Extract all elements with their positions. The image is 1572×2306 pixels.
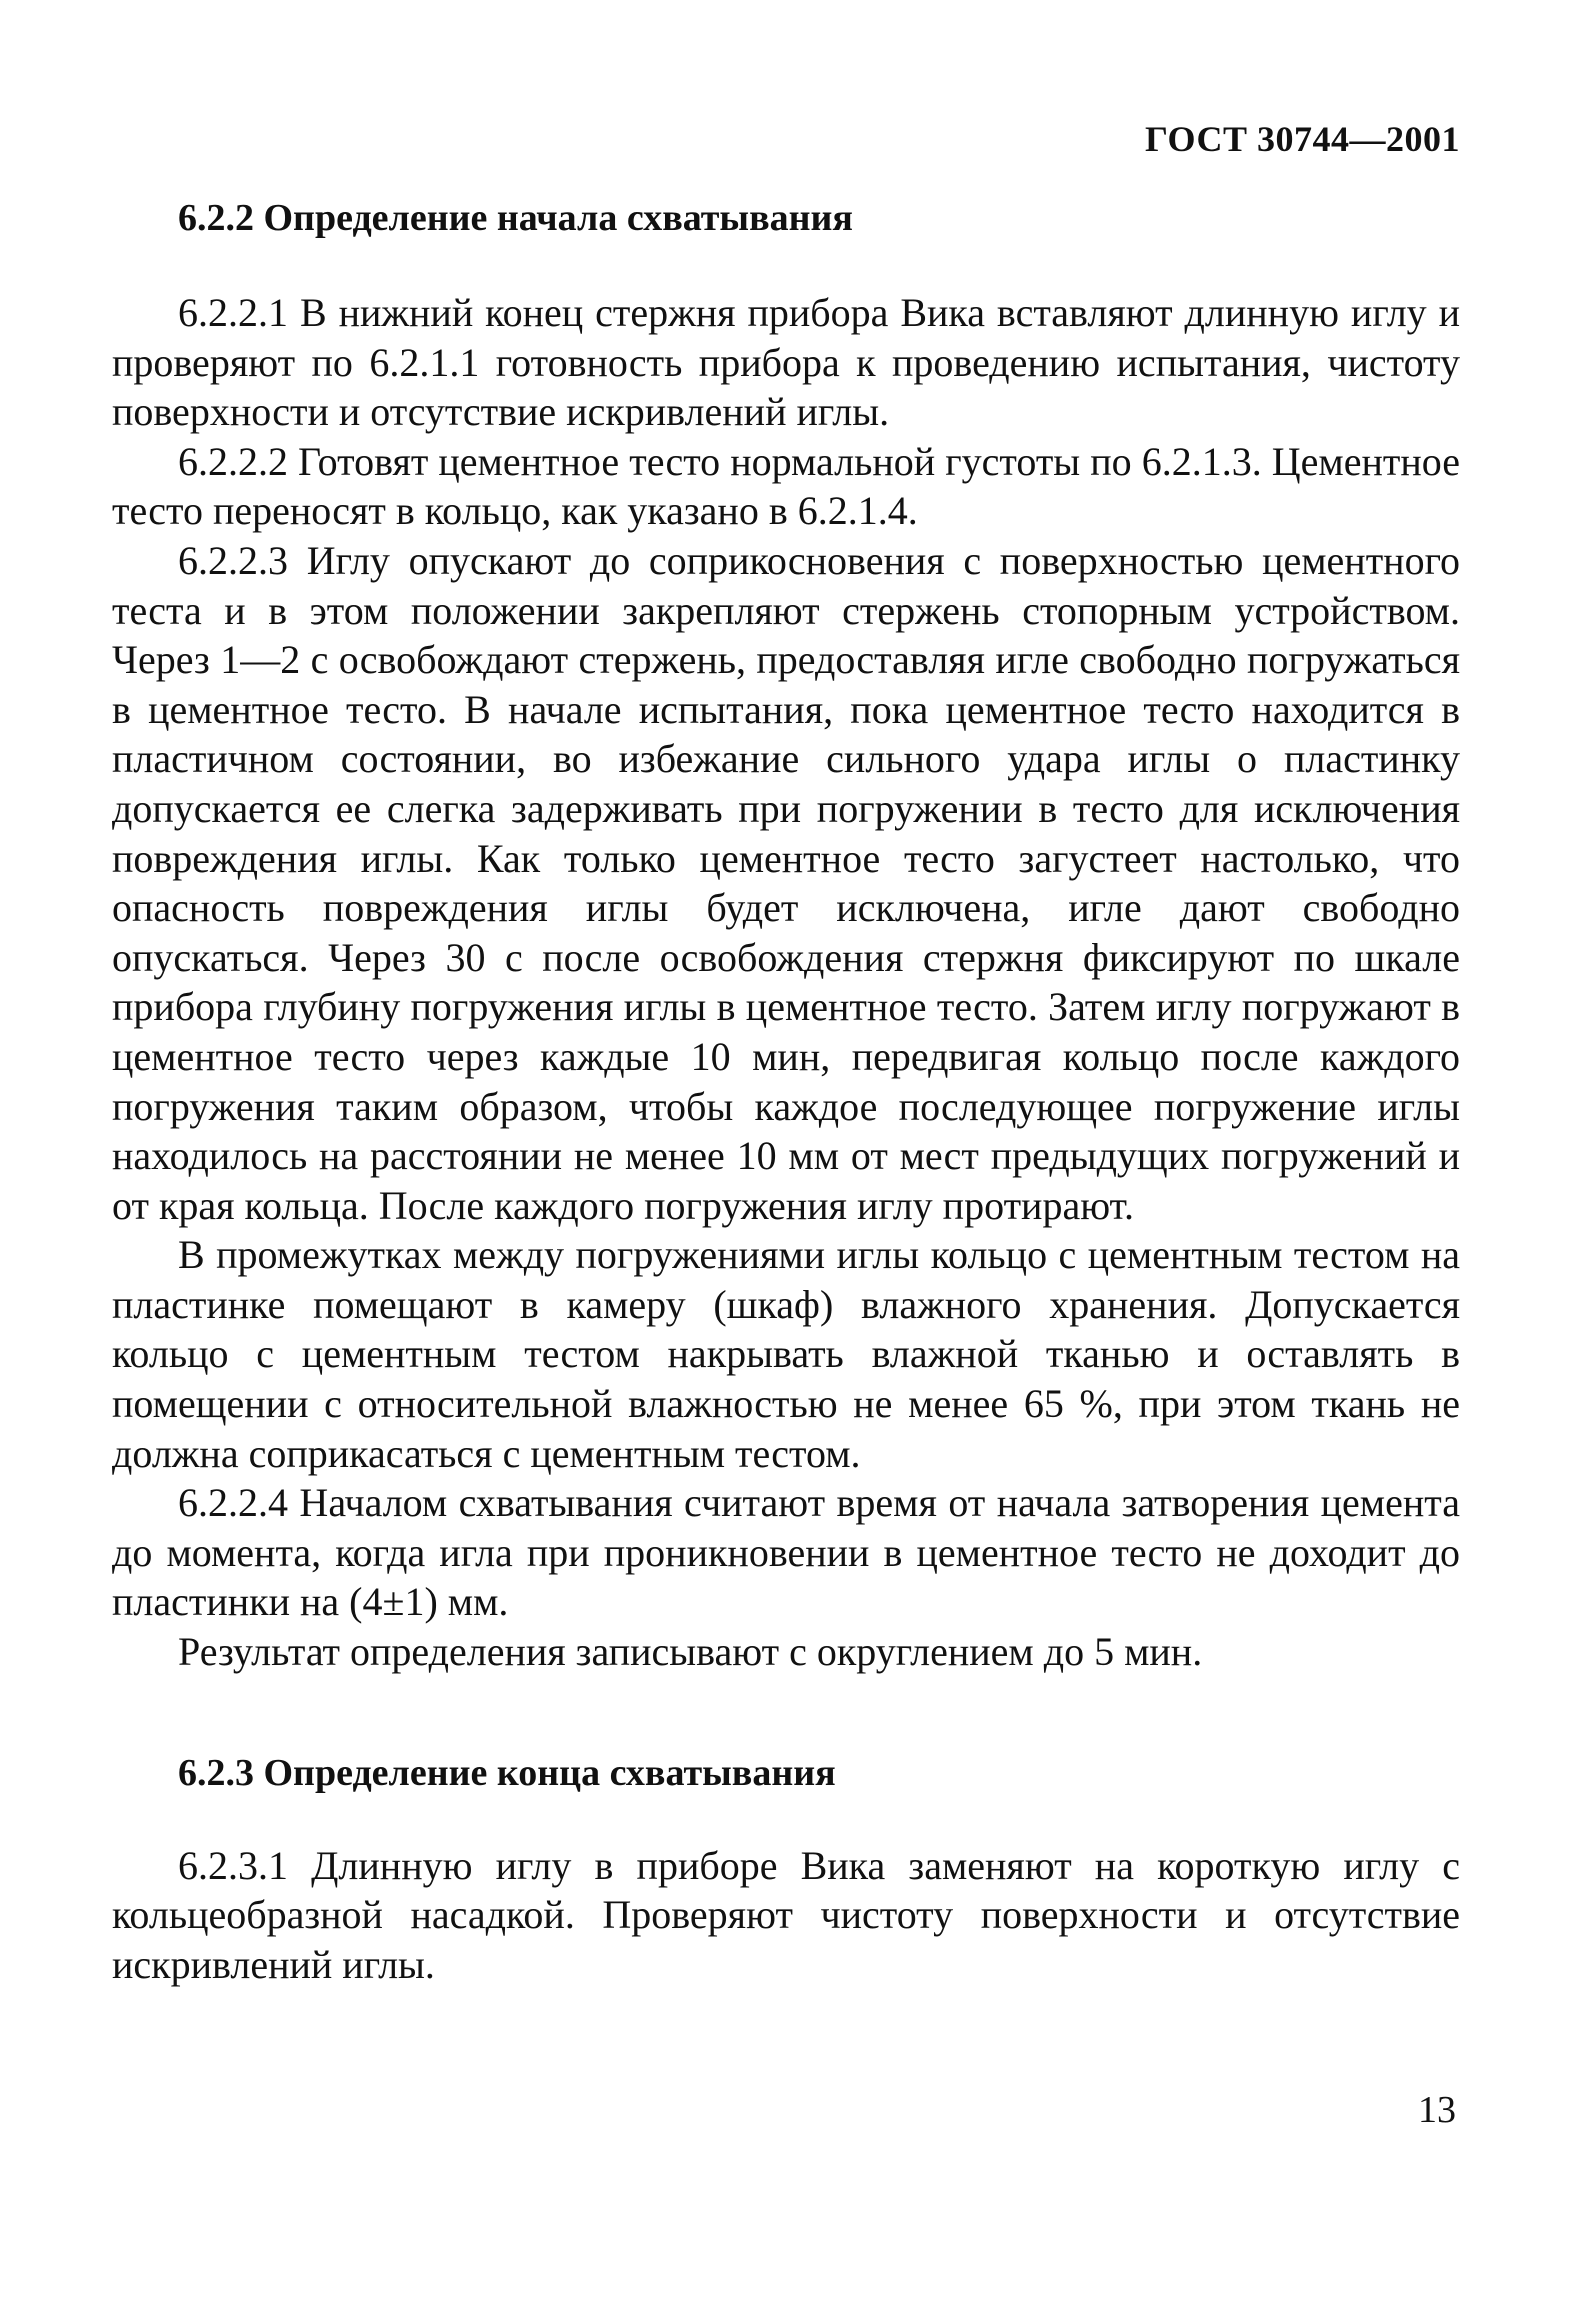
paragraph-6-2-3-1: 6.2.3.1 Длинную иглу в приборе Вика заменяют на короткую иглу с кольцеобразной насадкой. Проверяют чистоту поверхности и отсутствие искривлений иглы. [112, 1842, 1460, 1987]
paragraph-6-2-2-4: 6.2.2.4 Началом схватывания считают время от начала затворения цемента до момента, когда игла при проникновении в цементное тесто не доходит до пластинки на (4±1) мм. [112, 1480, 1460, 1625]
paragraph-6-2-2-1: 6.2.2.1 В нижний конец стержня прибора Вика вставляют длинную иглу и проверяют по 6.2.1.1 готовность прибора к проведению испытания, чистоту поверхности и отсутствие искривлений иглы. [112, 290, 1460, 435]
document-body [112, 194, 1460, 1989]
section-heading-setting-start: 6.2.2 Определение начала схватывания [178, 197, 853, 239]
section-setting-end [112, 1841, 1460, 1990]
section-setting-start [112, 288, 1460, 1677]
document-standard-id: ГОСТ 30744—2001 [1145, 119, 1460, 159]
paragraph-result-rounding: Результат определения записывают с округлением до 5 мин. [178, 1629, 1203, 1675]
paragraph-storage-between-immersions: В промежутках между погружениями иглы кольцо с цементным тестом на пластинке помещают в камеру (шкаф) влажного хранения. Допускается кольцо с цементным тестом накрывать влажной тканью и оставлять в помещении с относительной влажностью не менее 65 %, при этом ткань не должна соприкасаться с цементным тестом. [112, 1232, 1460, 1476]
paragraph-6-2-2-2: 6.2.2.2 Готовят цементное тесто нормальной густоты по 6.2.1.3. Цементное тесто переносят в кольцо, как указано в 6.2.1.4. [112, 438, 1460, 534]
paragraph-6-2-2-3: 6.2.2.3 Иглу опускают до соприкосновения с поверхностью цементного теста и в этом положении закрепляют стержень стопорным устройством. Через 1—2 с освобождают стержень, предоставляя игле свободно погружаться в цементное тесто. В начале испытания, пока цементное тесто находится в пластичном состоянии, во избежание сильного удара иглы о пластинку допускается ее слегка задерживать при погружении в тесто для исключения повреждения иглы. Как только цементное тесто загустеет настолько, что опасность повреждения иглы будет исключена, игле дают свободно опускаться. Через 30 с после освобождения стержня фиксируют по шкале прибора глубину погружения иглы в цементное тесто. Затем иглу погружают в цементное тесто через каждые 10 мин, передвигая кольцо после каждого погружения таким образом, чтобы каждое последующее погружение иглы находилось на расстоянии не менее 10 мм от мест предыдущих погружений и от края кольца. После каждого погружения иглу протирают. [112, 537, 1460, 1228]
section-heading-setting-end: 6.2.3 Определение конца схватывания [178, 1751, 836, 1794]
page-number: 13 [1418, 2089, 1456, 2131]
